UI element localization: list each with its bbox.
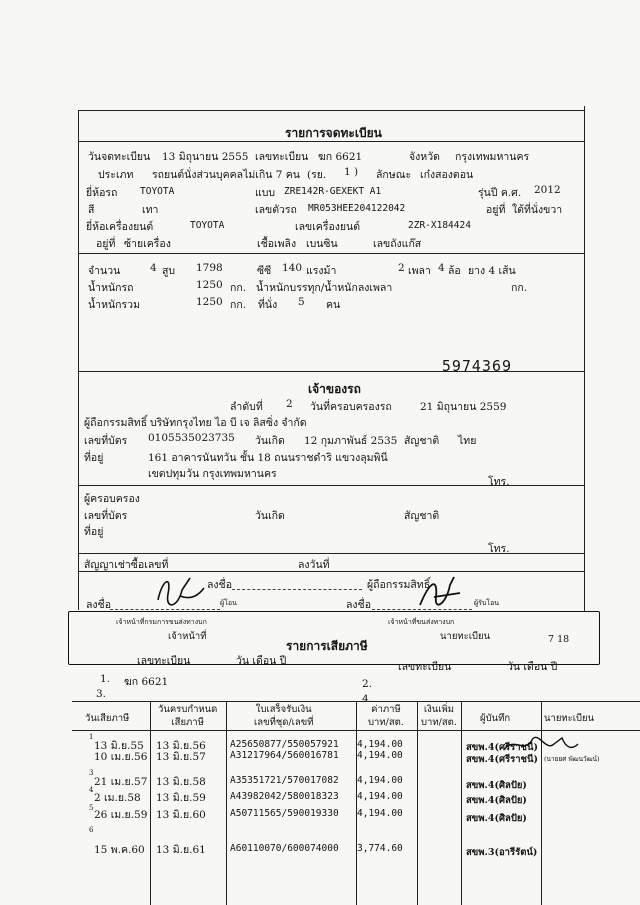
card-number: 0105535023735: [148, 432, 235, 444]
wheel: 4: [438, 262, 445, 274]
row-index: 4: [89, 786, 94, 794]
nationality-label: สัญชาติ: [404, 435, 440, 447]
recorder: สขพ.4(ศิลปัย): [466, 813, 527, 824]
col-registrar: นายทะเบียน: [544, 713, 595, 724]
sign-label-1: ลงชื่อ: [207, 579, 232, 591]
right-margin-line: [584, 106, 585, 611]
lease-date-label: ลงวันที่: [298, 559, 330, 571]
tax-heading: รายการเสียภาษี: [286, 639, 368, 653]
corner-number: 7 18: [548, 634, 570, 645]
wheel-label: ล้อ: [448, 265, 461, 277]
color: เทา: [142, 204, 159, 216]
birth-label: วันเกิด: [255, 435, 285, 447]
load-label: น้ำหนักบรรทุก/น้ำหนักลงเพลา: [256, 282, 393, 294]
occupant-card-label: เลขที่บัตร: [84, 510, 128, 522]
col-receipt: ใบเสร็จรับเงิน เลขที่ชุด/เลขที่: [254, 704, 314, 728]
occupant-addr-label: ที่อยู่: [84, 526, 104, 538]
due-date: 13 มิ.ย.57: [156, 751, 206, 763]
tax-amount: 4,194.00: [357, 808, 403, 819]
paid-date: 13 มิ.ย.55: [94, 740, 144, 752]
vin: MR053HEE204122042: [308, 203, 406, 214]
holder: บริษัทกรุงไทย ไอ บี เจ ลิสซิ่ง จำกัด: [150, 417, 307, 429]
tax-date-label: วัน เดือน ปี: [236, 655, 287, 667]
owner-seq-label: ลำดับที่: [230, 401, 263, 413]
vin-location: ใต้ที่นั่งขวา: [512, 204, 563, 216]
occupant-tel-label: โทร.: [488, 543, 510, 555]
occupant-nat-label: สัญชาติ: [404, 510, 440, 522]
holder-sign-label: ผู้ถือกรรมสิทธิ์: [367, 579, 431, 591]
seat: 5: [298, 296, 305, 308]
occupant-label: ผู้ครอบครอง: [84, 493, 140, 505]
tax-row-1-index: 1.: [100, 673, 111, 685]
gross-label: น้ำหนักรวม: [88, 299, 140, 311]
recorder: สขพ.3(อารีรัตน์): [466, 847, 538, 858]
tax-row-2-index: 2.: [362, 678, 373, 690]
stamp-note-left: เจ้าหน้าที่กรมการขนส่งทางบก: [116, 618, 207, 626]
tax-row-1-plate: ฆก 6621: [124, 676, 169, 688]
tax-amount: 4,194.00: [357, 791, 403, 802]
possession-label: วันที่ครอบครองรถ: [310, 401, 392, 413]
plate-label: เลขทะเบียน: [255, 151, 309, 163]
tax-amount: 4,194.00: [357, 775, 403, 786]
col-extra: เงินเพิ่ม บาท/สต.: [421, 704, 457, 728]
tax-plate-label-2: เลขทะเบียน: [398, 661, 452, 673]
row-index: 1: [89, 733, 94, 741]
axle-label: เพลา: [408, 265, 431, 277]
registrar-note: (นายยศ พัฒนวัฒน์): [544, 755, 600, 763]
owner-seq: 2: [286, 398, 293, 410]
due-date: 13 มิ.ย.58: [156, 776, 206, 788]
receipt-no: A25650877/550057921: [230, 739, 339, 750]
due-date: 13 มิ.ย.60: [156, 809, 206, 821]
due-date: 13 มิ.ย.59: [156, 792, 206, 804]
vin-label: เลขตัวรถ: [255, 204, 297, 216]
officer-label: เจ้าหน้าที่: [168, 631, 207, 642]
weight-unit: กก.: [230, 282, 247, 294]
gross-unit: กก.: [230, 299, 247, 311]
col-recorder: ผู้บันทึก: [480, 713, 511, 724]
paid-date: 2 เม.ย.58: [94, 792, 141, 804]
transferor-note: ผู้โอน: [220, 599, 237, 607]
col-amount: ค่าภาษี บาท/สต.: [368, 704, 404, 728]
occupant-birth-label: วันเกิด: [255, 510, 285, 522]
load-unit: กก.: [511, 282, 528, 294]
sign-label-2: ลงชื่อ: [86, 599, 111, 611]
gas-tank-label: เลขถังแก๊ส: [373, 238, 422, 250]
brand: TOYOTA: [140, 186, 175, 197]
cylinder-unit: สูบ: [162, 265, 176, 277]
paid-date: 21 เม.ย.57: [94, 776, 148, 788]
class-value: 1 ): [344, 166, 359, 178]
cc: 1798: [196, 262, 223, 274]
hp: 140: [282, 262, 303, 274]
due-date: 13 มิ.ย.61: [156, 844, 206, 856]
fuel-label: เชื้อเพลิง: [257, 238, 297, 250]
row-index: 5: [89, 804, 94, 812]
type-label: ประเภท: [98, 169, 134, 181]
reg-date: 13 มิถุนายน 2555: [162, 151, 249, 163]
tax-row-4-index: 4.: [362, 693, 373, 705]
tax-amount: 4,194.00: [357, 750, 403, 761]
due-date: 13 มิ.ย.56: [156, 740, 206, 752]
address-label: ที่อยู่: [84, 452, 104, 464]
nature-label: ลักษณะ: [376, 169, 412, 181]
axle: 2: [398, 262, 405, 274]
receipt-no: A35351721/570017082: [230, 775, 339, 786]
year-label: รุ่นปี ค.ศ.: [478, 187, 522, 199]
address-line-1: 161 อาคารนันทวัน ชั้น 18 ถนนราชดำริ แขวงลุมพินี: [148, 452, 388, 464]
stamp-note-right: เจ้าหน้าที่ขนส่งทางบก: [388, 618, 455, 626]
recorder: สขพ.4(ศรีราชนี): [466, 742, 538, 753]
row-index: 3: [89, 769, 94, 777]
engine-no: 2ZR-X184424: [408, 220, 471, 231]
receipt-no: A60110070/600074000: [230, 843, 339, 854]
card-label: เลขที่บัตร: [84, 435, 128, 447]
recorder: สขพ.4(ศิลปัย): [466, 795, 527, 806]
reg-date-label: วันจดทะเบียน: [88, 151, 151, 163]
paid-date: 10 เม.ย.56: [94, 751, 148, 763]
hp-label: แรงม้า: [306, 265, 337, 277]
serial-number: 5974369: [441, 357, 512, 375]
brand-label: ยี่ห้อรถ: [86, 187, 118, 199]
province-label: จังหวัด: [409, 151, 440, 163]
possession-date: 21 มิถุนายน 2559: [420, 401, 507, 413]
engine-loc: ซ้ายเครื่อง: [124, 238, 171, 250]
model-label: แบบ: [255, 187, 276, 199]
nationality: ไทย: [458, 435, 477, 447]
cylinder-label: จำนวน: [88, 265, 121, 277]
fuel: เบนซิน: [306, 238, 338, 250]
seat-label: ที่นั่ง: [258, 299, 278, 311]
tax-amount: 4,194.00: [357, 739, 403, 750]
cylinder: 4: [150, 262, 157, 274]
seat-unit: คน: [326, 299, 341, 311]
year: 2012: [534, 184, 561, 196]
vehicle-type: รถยนต์นั่งส่วนบุคคลไม่เกิน 7 คน: [152, 169, 300, 181]
engine-no-label: เลขเครื่องยนต์: [295, 221, 361, 233]
lease-label: สัญญาเช่าซื้อเลขที่: [84, 559, 169, 571]
province: กรุงเทพมหานคร: [455, 151, 530, 163]
receipt-no: A50711565/590019330: [230, 808, 339, 819]
nature: เก๋งสองตอน: [420, 169, 474, 181]
class-label: (รย.: [307, 169, 327, 181]
weight: 1250: [196, 279, 223, 291]
signature-registrar: [500, 732, 580, 758]
receipt-no: A43982042/580018323: [230, 791, 339, 802]
paid-date: 26 เม.ย.59: [94, 809, 148, 821]
model: ZRE142R-GEXEKT A1: [284, 186, 382, 197]
registrar-label: นายทะเบียน: [440, 631, 491, 642]
tax-date-label-2: วัน เดือน ปี: [507, 661, 558, 673]
registration-heading: รายการจดทะเบียน: [285, 126, 382, 140]
engine-brand: TOYOTA: [190, 220, 225, 231]
tire: ยาง 4 เส้น: [468, 265, 516, 277]
birth: 12 กุมภาพันธ์ 2535: [304, 435, 398, 447]
gross: 1250: [196, 296, 223, 308]
engine-brand-label: ยี่ห้อเครื่องยนต์: [86, 221, 154, 233]
receipt-no: A31217964/560016781: [230, 750, 339, 761]
address-line-2: เขตปทุมวัน กรุงเทพมหานคร: [148, 468, 277, 480]
left-margin-line: [78, 110, 79, 610]
cc-label: ซีซี: [257, 265, 272, 277]
top-rule: [78, 110, 584, 111]
weight-label: น้ำหนักรถ: [88, 282, 134, 294]
owner-heading: เจ้าของรถ: [308, 382, 361, 396]
row-index: 6: [89, 826, 94, 834]
paid-date: 15 พ.ค.60: [94, 844, 145, 856]
tax-row-3-index: 3.: [96, 688, 107, 700]
color-label: สี: [88, 204, 95, 216]
engine-loc-label: อยู่ที่: [96, 238, 116, 250]
plate-number: ฆก 6621: [318, 151, 363, 163]
tax-plate-label: เลขทะเบียน: [137, 655, 191, 667]
holder-label: ผู้ถือกรรมสิทธิ์: [84, 417, 148, 429]
sign-label-3: ลงชื่อ: [346, 599, 371, 611]
recorder-extra: สขพ.4(ศิลปัย): [466, 780, 527, 791]
vin-location-label: อยู่ที่: [486, 204, 506, 216]
col-due-date: วันครบกำหนด เสียภาษี: [158, 704, 218, 728]
recorder: สขพ.4(ศรีราชนี): [466, 754, 538, 765]
owner-tel-label: โทร.: [488, 476, 510, 488]
col-paid-date: วันเสียภาษี: [85, 713, 130, 724]
transferee-note: ผู้รับโอน: [474, 599, 500, 607]
tax-amount: 3,774.60: [357, 843, 403, 854]
